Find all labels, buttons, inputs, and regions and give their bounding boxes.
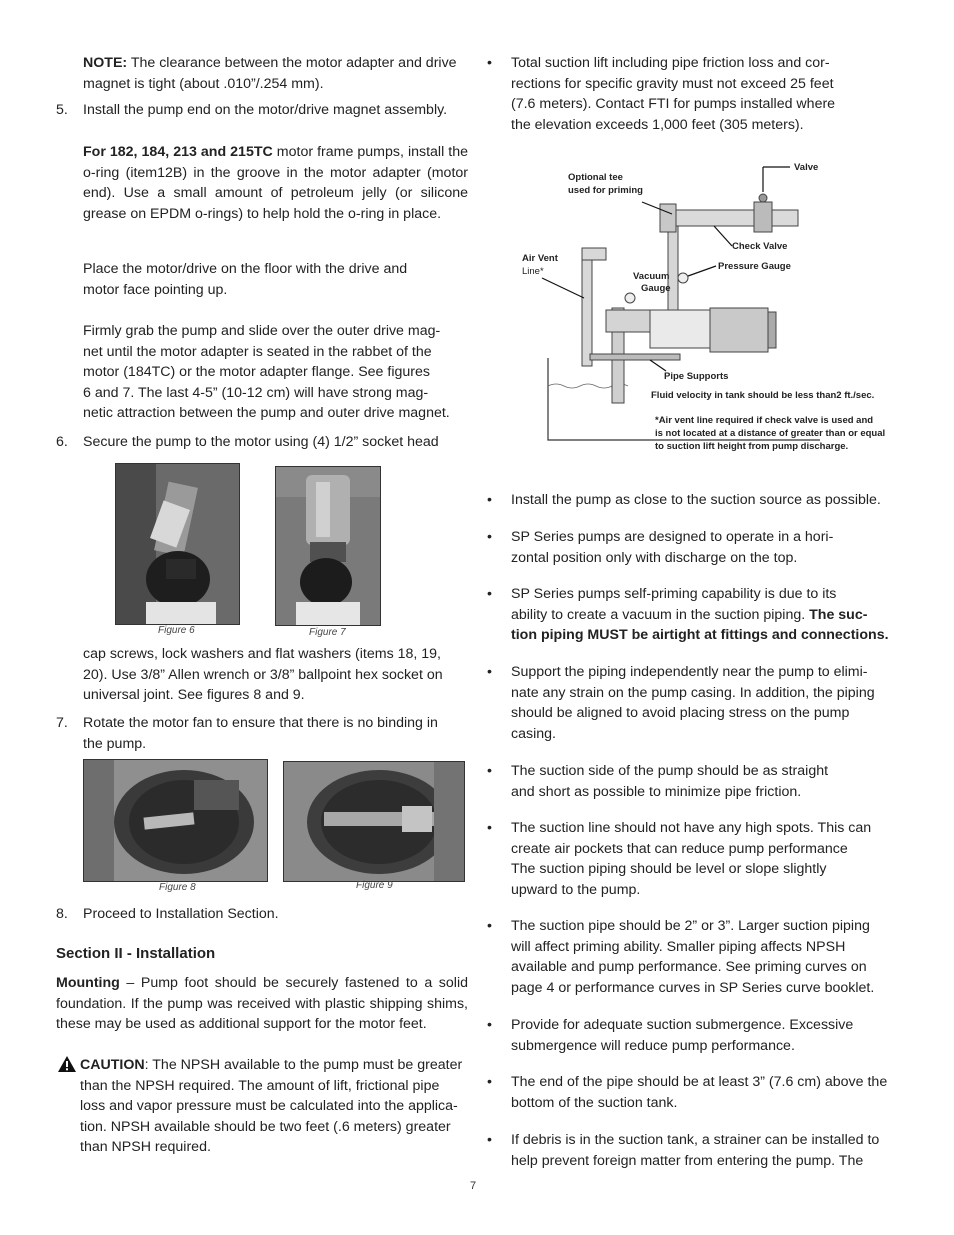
label-check-valve: Check Valve [732,241,788,252]
cap-screws-paragraph: cap screws, lock washers and flat washers (items 18, 19, 20). Use 3/8” Allen wrench or 3/8” ballpoint hex socket on universal joint. See figures 8 and 9. [83,646,443,704]
bullet-self-priming: • SP Series pumps self-priming capability is due to its ability to create a vacuum in the suction piping. The suc- tion piping MUST be airtight at fittings and connections. [487,584,897,646]
bullet-debris: • If debris is in the suction tank, a strainer can be installed to help prevent foreign matter from entering the pump. The [487,1130,897,1171]
label-vacuum-1: Vacuum [633,271,670,282]
grab-paragraph: Firmly grab the pump and slide over the outer drive mag- net until the motor adapter is seated in the rabbet of the motor (184TC) or the motor adapter flange. See figures 6 and 7. The last 4-5” (10-12 cm) will have strong mag- netic attraction between the pump and outer drive magnet. [83,323,450,422]
place-paragraph: Place the motor/drive on the floor with the drive and motor face pointing up. [83,261,408,298]
frame-paragraph: For 182, 184, 213 and 215TC motor frame pumps, install the o-ring (item12B) in the groove in the motor adapter (motor end). Use a small amount of petroleum jelly (or silicone grease on EPDM o-rings) to help hold the o-ring in place. [83,144,468,222]
label-valve: Valve [794,162,819,173]
figure-7-caption: Figure 7 [309,627,346,638]
figure-8-caption: Figure 8 [159,882,196,893]
label-air-vent-1: Air Vent [522,253,558,264]
figure-7-photo [275,466,381,626]
step-6: 6. Secure the pump to the motor using (4) 1/2” socket head [56,434,439,450]
bullet-pipe-size: • The suction pipe should be 2” or 3”. Larger suction piping will affect priming ability. Smaller piping affects NPSH available and pump performance. See priming curves on page 4 or performance curves in SP Series curve booklet. [487,916,897,998]
label-optional-tee-2: used for priming [568,185,643,196]
figure-9-photo [283,761,465,882]
diagram-note-1: *Air vent line required if check valve is used and [655,415,874,426]
bullet-high-spots: • The suction line should not have any high spots. This can create air pockets that can reduce pump performance The suction piping should be level or slope slightly upward to the pump. [487,818,897,900]
step-5: 5. Install the pump end on the motor/drive magnet assembly. [56,102,448,118]
label-pipe-supports: Pipe Supports [664,371,729,382]
bullet-install-close: • Install the pump as close to the suction source as possible. [487,490,897,511]
bullet-pipe-end: • The end of the pipe should be at least 3” (7.6 cm) above the bottom of the suction tank. [487,1072,897,1113]
figure-8-photo [83,759,268,882]
figure-6-photo [115,463,240,625]
label-air-vent-2: Line* [522,266,544,277]
note-block: NOTE: The clearance between the motor adapter and drive magnet is tight (about .010”/.254 mm). [83,55,457,92]
caution-block: CAUTION: The NPSH available to the pump must be greater than the NPSH required. The amount of lift, frictional pipe loss and vapor pressure must be calculated into the applica- tion. NPSH available should be two feet (.6 meters) greater than NPSH required. [56,1055,468,1158]
bullet-support-piping: • Support the piping independently near the pump to elimi- nate any strain on the pump casing. In addition, the piping should be aligned to avoid placing stress on the pump casing. [487,662,897,744]
step-8: 8. Proceed to Installation Section. [56,906,279,922]
bullet-suction-side: • The suction side of the pump should be as straight and short as possible to minimize pipe friction. [487,761,897,802]
diagram-note-2: is not located at a distance of greater than or equal [655,428,886,439]
warning-icon [58,1056,76,1072]
label-fluid-velocity: Fluid velocity in tank should be less than2 ft./sec. [651,390,875,401]
label-optional-tee-1: Optional tee [568,172,623,183]
label-pressure-gauge: Pressure Gauge [718,261,791,272]
figure-6-caption: Figure 6 [158,625,195,636]
bullet-horizontal: • SP Series pumps are designed to operate in a hori- zontal position only with discharge on the top. [487,527,897,568]
label-vacuum-2: Gauge [641,283,671,294]
step-7: 7. Rotate the motor fan to ensure that there is no binding in the pump. [56,715,438,752]
installation-diagram [520,158,900,458]
note-label: NOTE: [83,55,128,71]
bullet-suction-lift: • Total suction lift including pipe friction loss and cor- rections for specific gravity must not exceed 25 feet (7.6 meters). Contact FTI for pumps installed where the elevation exceeds 1,000 feet (305 meters). [487,53,897,135]
diagram-note-3: to suction lift height from pump discharge. [655,441,849,452]
mounting-paragraph: Mounting – Pump foot should be securely fastened to a solid foundation. If the pump was received with plastic shipping shims, these may be used as additional support for the motor feet. [56,975,468,1033]
page-number: 7 [470,1180,477,1192]
bullet-submergence: • Provide for adequate suction submergence. Excessive submergence will reduce pump performance. [487,1015,897,1056]
section-heading: Section II - Installation [56,945,216,962]
figure-9-caption: Figure 9 [356,880,393,891]
